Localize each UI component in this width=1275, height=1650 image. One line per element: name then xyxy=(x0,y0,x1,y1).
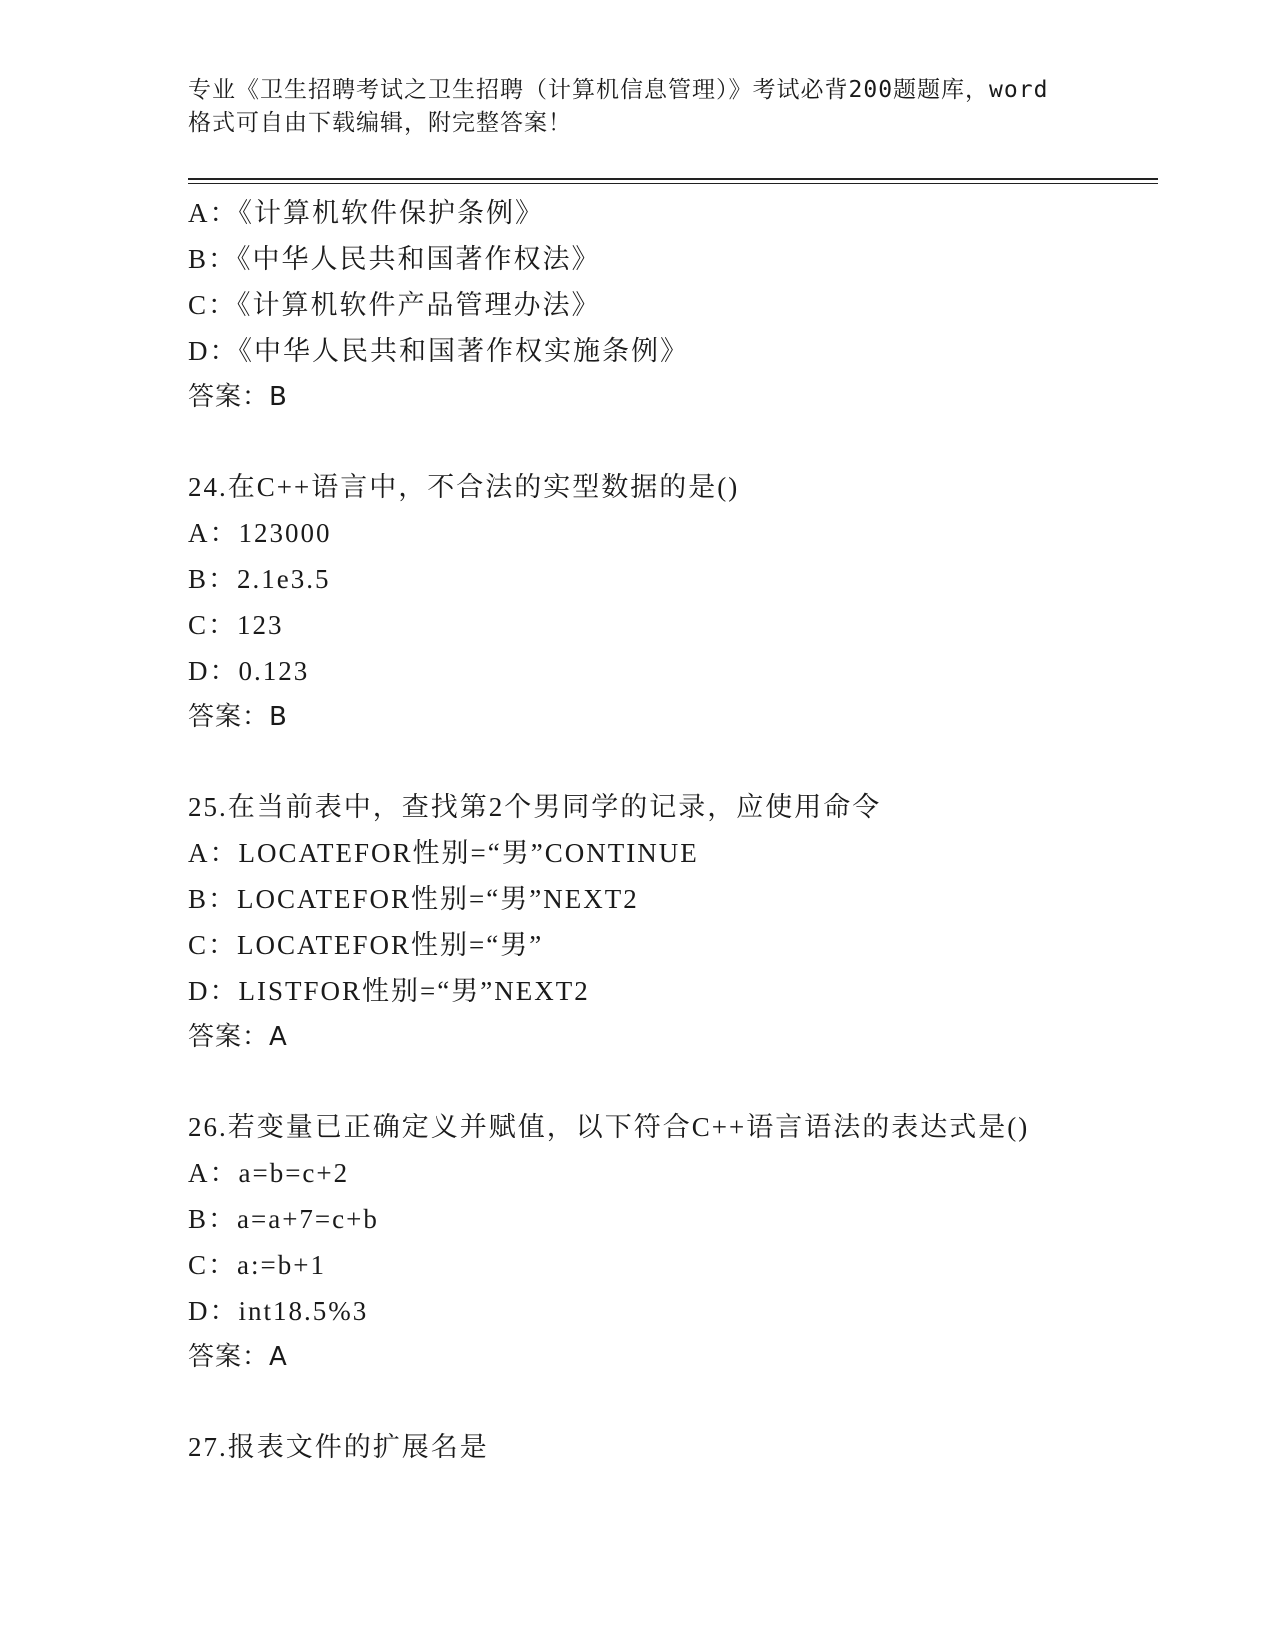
answer-line: 答案：B xyxy=(188,702,288,732)
answer-line: 答案：B xyxy=(188,382,288,412)
option-c: C：a:=b+1 xyxy=(188,1250,326,1280)
option-d: D：0.123 xyxy=(188,656,310,686)
document-header xyxy=(188,74,1088,140)
question-text: 25.在当前表中，查找第2个男同学的记录，应使用命令 xyxy=(188,792,882,822)
answer-line: 答案：A xyxy=(188,1022,288,1052)
question-list xyxy=(188,190,1158,1470)
answer-line: 答案：A xyxy=(188,1342,288,1372)
question-text: 24.在C++语言中，不合法的实型数据的是() xyxy=(188,472,740,502)
question-block-23 xyxy=(188,190,1158,420)
option-c: C：LOCATEFOR性别=“男” xyxy=(188,930,544,960)
question-text: 27.报表文件的扩展名是 xyxy=(188,1432,489,1462)
question-block-26 xyxy=(188,1104,1158,1380)
option-d: D：《中华人民共和国著作权实施条例》 xyxy=(188,336,689,366)
option-d: D：int18.5%3 xyxy=(188,1296,369,1326)
spacer xyxy=(188,1380,1158,1424)
option-a: A：123000 xyxy=(188,518,332,548)
option-b: B：2.1e3.5 xyxy=(188,564,331,594)
header-divider-thin xyxy=(188,183,1158,184)
option-b: B：《中华人民共和国著作权法》 xyxy=(188,244,601,274)
spacer xyxy=(188,420,1158,464)
option-c: C：《计算机软件产品管理办法》 xyxy=(188,290,601,320)
option-c: C：123 xyxy=(188,610,284,640)
option-b: B：LOCATEFOR性别=“男”NEXT2 xyxy=(188,884,639,914)
header-line-2: 格式可自由下载编辑，附完整答案！ xyxy=(188,110,572,136)
option-d: D：LISTFOR性别=“男”NEXT2 xyxy=(188,976,590,1006)
header-divider-thick xyxy=(188,178,1158,180)
option-a: A：a=b=c+2 xyxy=(188,1158,350,1188)
question-text: 26.若变量已正确定义并赋值，以下符合C++语言语法的表达式是() xyxy=(188,1112,1030,1142)
question-block-27 xyxy=(188,1424,1158,1470)
spacer xyxy=(188,740,1158,784)
option-a: A：《计算机软件保护条例》 xyxy=(188,198,544,228)
header-line-1: 专业《卫生招聘考试之卫生招聘（计算机信息管理）》考试必背200题题库，word xyxy=(188,77,1049,103)
question-block-24 xyxy=(188,464,1158,740)
question-block-25 xyxy=(188,784,1158,1060)
option-a: A：LOCATEFOR性别=“男”CONTINUE xyxy=(188,838,699,868)
spacer xyxy=(188,1060,1158,1104)
option-b: B：a=a+7=c+b xyxy=(188,1204,379,1234)
